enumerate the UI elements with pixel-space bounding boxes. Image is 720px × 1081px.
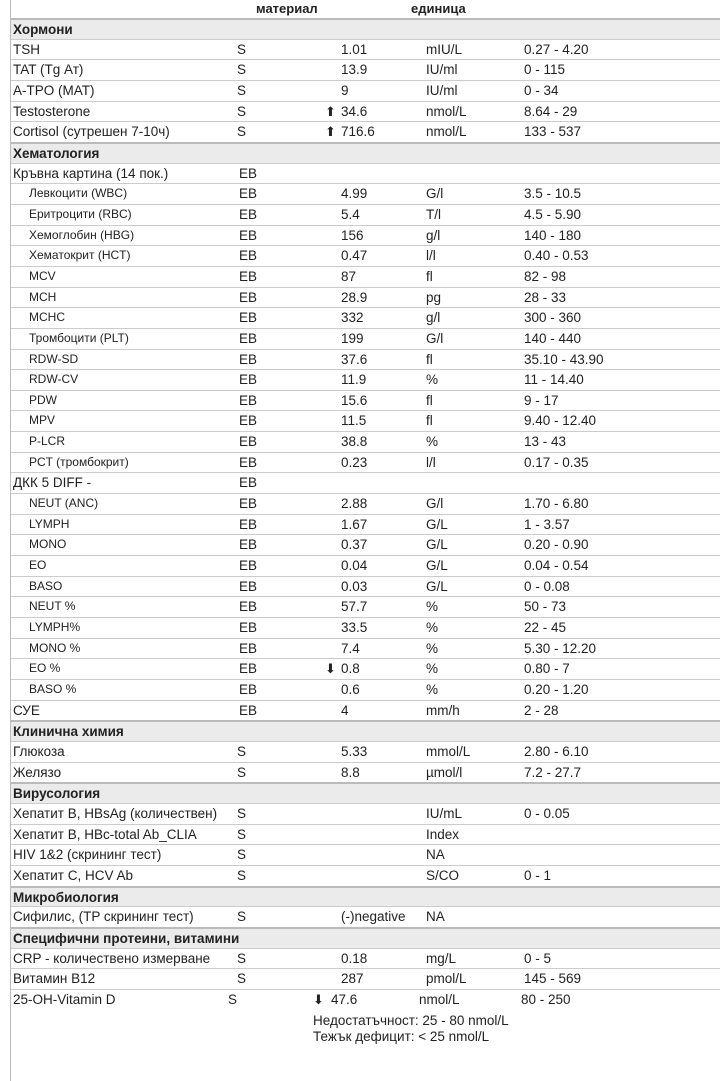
unit: % [426, 640, 439, 656]
test-name: MPV [29, 413, 56, 428]
material: EB [239, 620, 258, 636]
unit: G/L [426, 516, 448, 532]
result-value: 1.01 [341, 41, 368, 57]
test-name: Хепатит B, HBc-total Ab_CLIA [13, 826, 197, 842]
result-value: 0.18 [341, 950, 368, 966]
reference-range: 0 - 5 [524, 950, 552, 966]
table-row [11, 534, 720, 555]
result-value: 4 [341, 702, 349, 718]
section-title: Клинична химия [13, 724, 124, 740]
reference-range: 0.20 - 0.90 [524, 537, 589, 553]
table-row [11, 948, 720, 969]
unit: l/l [426, 454, 436, 470]
material: EB [239, 330, 258, 346]
result-value: 28.9 [341, 289, 368, 305]
arrow-up-icon: ⬆ [325, 124, 336, 140]
result-value: 38.8 [341, 434, 368, 450]
test-name: MONO [29, 537, 67, 552]
result-value: 47.6 [331, 991, 358, 1007]
material: EB [239, 682, 258, 697]
test-name: EO [29, 558, 47, 573]
table-row [11, 349, 720, 370]
table-row [11, 493, 720, 514]
result-value: 0.04 [341, 558, 368, 574]
result-value: 0.6 [341, 682, 360, 697]
reference-range: 145 - 569 [524, 971, 582, 987]
test-name: Кръвна картина (14 пок.) [13, 165, 169, 181]
result-value: 0.8 [341, 661, 360, 677]
test-name: Хематокрит (HCT) [29, 248, 131, 263]
test-name: PDW [29, 392, 57, 407]
test-name: Желязо [13, 764, 62, 780]
reference-range: 0.80 - 7 [524, 661, 570, 677]
table-row [11, 638, 720, 659]
section-header [11, 18, 720, 39]
table-row [11, 617, 720, 638]
result-value: 332 [341, 310, 364, 326]
test-name: Сифилис, (TP скрининг тест) [13, 909, 194, 925]
unit: T/l [426, 206, 441, 222]
column-header-unit: единица [411, 1, 466, 16]
table-row [11, 762, 720, 783]
reference-range: 11 - 14.40 [524, 372, 584, 388]
material: S [237, 909, 247, 925]
material: EB [239, 248, 258, 264]
reference-range: 0 - 0.05 [524, 805, 570, 821]
result-value: 7.4 [341, 640, 360, 656]
unit: g/l [426, 310, 441, 326]
reference-range: 82 - 98 [524, 268, 567, 284]
test-name: EO % [29, 661, 61, 676]
material: EB [239, 496, 258, 512]
reference-range: 0.04 - 0.54 [524, 558, 589, 574]
reference-range: 0.27 - 4.20 [524, 41, 589, 57]
unit: mg/L [426, 950, 457, 966]
table-row [11, 266, 720, 287]
reference-range: 1 - 3.57 [524, 516, 570, 532]
reference-range: 0 - 0.08 [524, 578, 570, 594]
reference-range: 0.17 - 0.35 [524, 454, 589, 470]
table-row [11, 431, 720, 452]
table-row [11, 121, 720, 142]
material: S [237, 41, 247, 57]
test-name: HIV 1&2 (скрининг тест) [13, 847, 162, 863]
reference-range: 0 - 1 [524, 867, 552, 883]
unit: IU/ml [426, 82, 458, 98]
reference-range: 50 - 73 [524, 599, 567, 615]
test-name: Хепатит C, HCV Ab [13, 867, 133, 883]
test-name: CRP - количествено измерване [13, 950, 211, 966]
test-name: PCT (тромбокрит) [29, 454, 129, 469]
material: EB [239, 434, 258, 450]
reference-note: Тежък дефицит: < 25 nmol/L [313, 1029, 490, 1044]
reference-range: 0.40 - 0.53 [524, 248, 589, 264]
result-value: (-)negative [341, 909, 406, 925]
test-name: Хепатит B, HBsAg (количествен) [13, 805, 218, 821]
material: S [237, 743, 247, 759]
material: EB [239, 413, 258, 429]
section-header [11, 886, 720, 907]
unit: l/l [426, 248, 436, 264]
reference-range: 9.40 - 12.40 [524, 413, 597, 429]
test-name: RDW-SD [29, 351, 79, 366]
test-name: BASO [29, 578, 63, 593]
unit: mm/h [426, 702, 460, 718]
reference-range: 3.5 - 10.5 [524, 186, 582, 202]
unit: G/l [426, 330, 444, 346]
results-table [11, 18, 720, 1010]
arrow-up-icon: ⬆ [325, 103, 336, 119]
test-name: Глюкоза [13, 743, 65, 759]
unit: pg [426, 289, 442, 305]
unit: G/l [426, 496, 444, 512]
table-row [11, 369, 720, 390]
unit: % [426, 599, 439, 615]
table-row [11, 844, 720, 865]
table-row [11, 80, 720, 101]
column-header-material: материал [256, 1, 318, 16]
material: EB [239, 702, 258, 718]
table-row [11, 287, 720, 308]
result-value: 4.99 [341, 186, 368, 202]
unit: µmol/l [426, 764, 463, 780]
reference-range: 22 - 45 [524, 620, 567, 636]
material: EB [239, 227, 258, 243]
unit: G/l [426, 186, 444, 202]
unit: NA [426, 847, 445, 863]
table-row [11, 576, 720, 597]
unit: G/L [426, 558, 448, 574]
unit: G/L [426, 578, 448, 594]
table-row [11, 968, 720, 989]
unit: nmol/L [426, 124, 467, 140]
table-row [11, 472, 720, 493]
table-row [11, 700, 720, 721]
table-row [11, 101, 720, 122]
unit: pmol/L [426, 971, 467, 987]
unit: fl [426, 268, 433, 284]
table-row [11, 906, 720, 927]
unit: Index [426, 826, 460, 842]
material: S [228, 991, 238, 1007]
test-name: ДКК 5 DIFF - [13, 475, 92, 491]
reference-range: 9 - 17 [524, 392, 559, 408]
reference-range: 140 - 180 [524, 227, 582, 243]
arrow-down-icon: ⬇ [313, 991, 324, 1007]
reference-range: 2 - 28 [524, 702, 559, 718]
reference-range: 133 - 537 [524, 124, 582, 140]
test-name: СУЕ [13, 702, 40, 718]
table-row [11, 59, 720, 80]
reference-range: 0.20 - 1.20 [524, 682, 589, 697]
result-value: 15.6 [341, 392, 368, 408]
material: S [237, 124, 247, 140]
reference-range: 300 - 360 [524, 310, 582, 326]
material: EB [239, 578, 258, 594]
material: EB [239, 475, 258, 491]
test-name: MCHC [29, 310, 65, 325]
reference-range: 28 - 33 [524, 289, 567, 305]
result-value: 0.47 [341, 248, 368, 264]
result-value: 0.03 [341, 578, 368, 594]
section-header [11, 142, 720, 163]
test-name: Хемоглобин (HBG) [29, 227, 135, 242]
table-row [11, 596, 720, 617]
section-title: Микробиология [13, 889, 119, 905]
test-name: NEUT % [29, 599, 76, 614]
material: S [237, 82, 247, 98]
material: S [237, 867, 247, 883]
material: EB [239, 558, 258, 574]
test-name: BASO % [29, 682, 77, 696]
material: EB [239, 599, 258, 615]
material: EB [239, 454, 258, 470]
section-title: Хормони [13, 22, 73, 37]
reference-range: 140 - 440 [524, 330, 582, 346]
material: EB [239, 537, 258, 553]
unit: mmol/L [426, 743, 471, 759]
table-row [11, 803, 720, 824]
reference-range: 13 - 43 [524, 434, 567, 450]
test-name: LYMPH [29, 516, 70, 531]
test-name: MONO % [29, 640, 81, 655]
test-name: Витамин B12 [13, 971, 96, 987]
test-name: NEUT (ANC) [29, 496, 99, 511]
result-value: 0.23 [341, 454, 368, 470]
table-row [11, 410, 720, 431]
table-row [11, 245, 720, 266]
test-name: Еритроцити (RBC) [29, 206, 132, 221]
material: EB [239, 206, 258, 222]
result-value: 8.8 [341, 764, 360, 780]
unit: NA [426, 909, 445, 925]
material: EB [239, 289, 258, 305]
table-row [11, 679, 720, 700]
unit: % [426, 434, 439, 450]
test-name: LYMPH% [29, 620, 81, 635]
result-value: 57.7 [341, 599, 368, 615]
table-row [11, 390, 720, 411]
test-name: RDW-CV [29, 372, 79, 387]
reference-range: 0 - 115 [524, 62, 566, 78]
test-name: 25-OH-Vitamin D [13, 991, 116, 1007]
result-value: 1.67 [341, 516, 368, 532]
unit: IU/ml [426, 62, 458, 78]
table-row [11, 183, 720, 204]
table-row [11, 163, 720, 184]
reference-range: 0 - 34 [524, 82, 559, 98]
material: EB [239, 165, 258, 181]
unit: fl [426, 351, 433, 367]
test-name: Testosterone [13, 103, 91, 119]
material: EB [239, 351, 258, 367]
material: S [237, 847, 247, 863]
arrow-down-icon: ⬇ [325, 661, 336, 677]
table-row [11, 225, 720, 246]
reference-range: 5.30 - 12.20 [524, 640, 597, 656]
table-row [11, 989, 720, 1010]
reference-range: 7.2 - 27.7 [524, 764, 582, 780]
test-name: A-TPO (MAT) [13, 82, 95, 98]
result-value: 11.5 [341, 413, 367, 429]
reference-range: 8.64 - 29 [524, 103, 578, 119]
result-value: 0.37 [341, 537, 368, 553]
reference-range: 1.70 - 6.80 [524, 496, 589, 512]
table-row [11, 328, 720, 349]
result-value: 199 [341, 330, 364, 346]
lab-results-report [10, 0, 720, 1081]
unit: G/L [426, 537, 448, 553]
result-value: 5.4 [341, 206, 360, 222]
result-value: 11.9 [341, 372, 367, 388]
table-row [11, 514, 720, 535]
table-row [11, 39, 720, 60]
test-name: MCV [29, 268, 56, 283]
result-value: 87 [341, 268, 357, 284]
test-name: P-LCR [29, 434, 66, 449]
table-row [11, 555, 720, 576]
result-value: 33.5 [341, 620, 368, 636]
material: S [237, 971, 247, 987]
table-row [11, 307, 720, 328]
result-value: 37.6 [341, 351, 368, 367]
result-value: 287 [341, 971, 364, 987]
unit: % [426, 682, 439, 697]
material: EB [239, 640, 258, 656]
result-value: 156 [341, 227, 364, 243]
reference-note: Недостатъчност: 25 - 80 nmol/L [313, 1013, 509, 1028]
reference-range: 2.80 - 6.10 [524, 743, 589, 759]
result-value: 13.9 [341, 62, 368, 78]
unit: % [426, 372, 439, 388]
reference-range: 4.5 - 5.90 [524, 206, 582, 222]
material: EB [239, 186, 258, 202]
result-value: 34.6 [341, 103, 368, 119]
result-value: 9 [341, 82, 349, 98]
table-row [11, 865, 720, 886]
test-name: TSH [13, 41, 40, 57]
section-header [11, 720, 720, 741]
material: S [237, 62, 247, 78]
result-value: 5.33 [341, 743, 368, 759]
unit: g/l [426, 227, 441, 243]
reference-range: 80 - 250 [521, 991, 571, 1007]
table-row [11, 741, 720, 762]
section-header [11, 782, 720, 803]
unit: fl [426, 392, 433, 408]
material: S [237, 805, 247, 821]
material: S [237, 826, 247, 842]
section-title: Специфични протеини, витамини [13, 930, 240, 946]
unit: % [426, 620, 439, 636]
material: EB [239, 516, 258, 532]
table-row [11, 204, 720, 225]
material: EB [239, 392, 258, 408]
result-value: 716.6 [341, 124, 375, 140]
test-name: TAT (Tg Ат) [13, 62, 84, 78]
test-name: Cortisol (сутрешен 7-10ч) [13, 124, 170, 140]
unit: nmol/L [426, 103, 467, 119]
test-name: Тромбоцити (PLT) [29, 330, 129, 345]
reference-range: 35.10 - 43.90 [524, 351, 604, 367]
table-row [11, 452, 720, 473]
unit: mIU/L [426, 41, 463, 57]
unit: % [426, 661, 439, 677]
material: EB [239, 661, 258, 677]
test-name: Левкоцити (WBC) [29, 186, 128, 201]
test-name: MCH [29, 289, 57, 304]
material: S [237, 950, 247, 966]
material: S [237, 103, 247, 119]
result-value: 2.88 [341, 496, 368, 512]
unit: fl [426, 413, 433, 429]
material: EB [239, 372, 258, 388]
section-title: Вирусология [13, 786, 101, 802]
section-title: Хематология [13, 145, 100, 161]
unit: nmol/L [419, 991, 460, 1007]
material: EB [239, 268, 258, 284]
material: EB [239, 310, 258, 326]
table-row [11, 824, 720, 845]
unit: IU/mL [426, 805, 463, 821]
section-header [11, 927, 720, 948]
material: S [237, 764, 247, 780]
table-row [11, 658, 720, 679]
unit: S/CO [426, 867, 460, 883]
